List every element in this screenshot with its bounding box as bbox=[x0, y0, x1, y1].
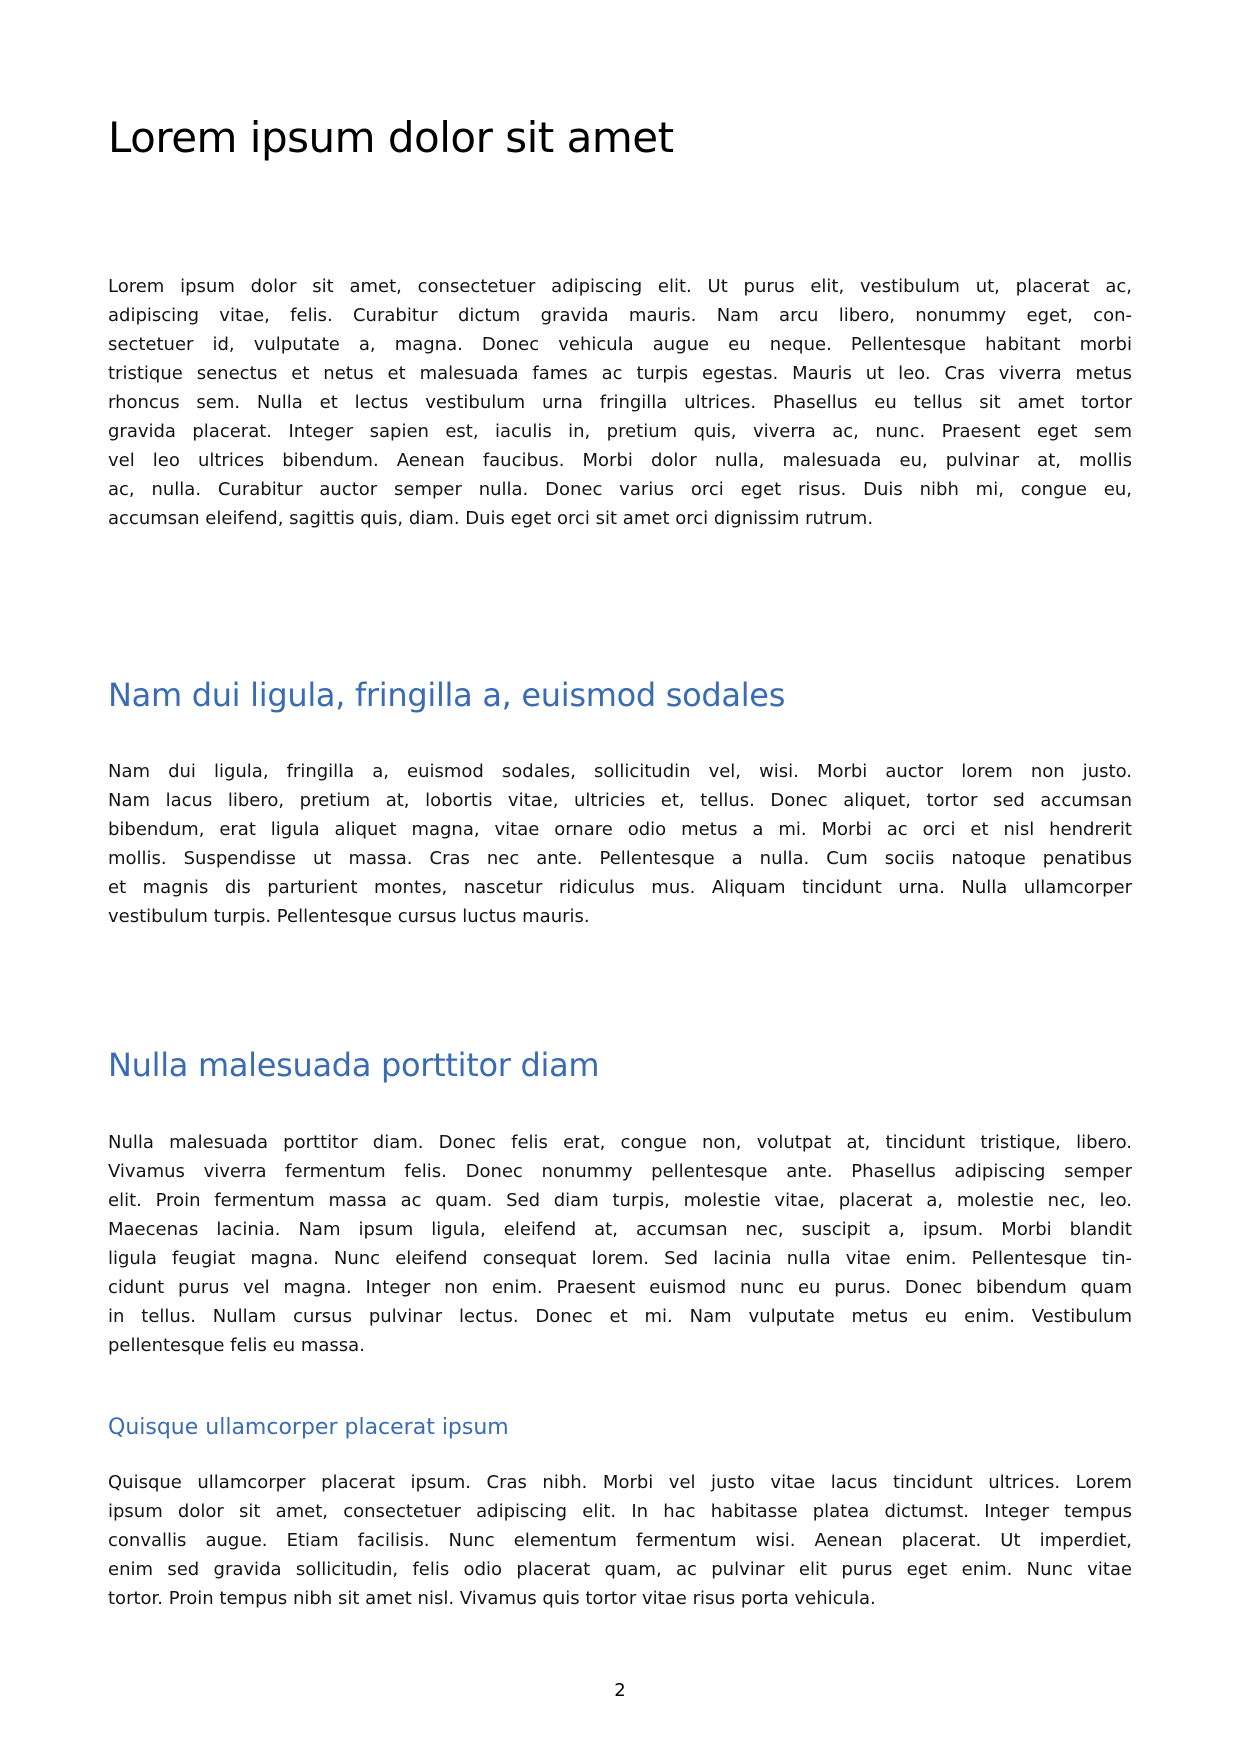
text-line: mollis. Suspendisse ut massa. Cras nec ante. Pellentesque a nulla. Cum sociis natoque penatibus bbox=[108, 848, 1132, 869]
text-line: Quisque ullamcorper placerat ipsum. Cras nibh. Morbi vel justo vitae lacus tincidunt ultrices. Lorem bbox=[108, 1472, 1132, 1493]
subsection-paragraph bbox=[108, 1468, 1132, 1613]
text-line: Nam lacus libero, pretium at, lobortis vitae, ultricies et, tellus. Donec aliquet, tortor sed accumsan bbox=[108, 790, 1132, 811]
text-line: enim sed gravida sollicitudin, felis odio placerat quam, ac pulvinar elit purus eget enim. Nunc vitae bbox=[108, 1559, 1132, 1580]
text-line: accumsan eleifend, sagittis quis, diam. Duis eget orci sit amet orci dignissim rutrum. bbox=[108, 508, 874, 529]
text-line: tortor. Proin tempus nibh sit amet nisl. Vivamus quis tortor vitae risus porta vehicula. bbox=[108, 1588, 876, 1609]
text-line: Nulla malesuada porttitor diam. Donec felis erat, congue non, volutpat at, tincidunt tristique, libero. bbox=[108, 1132, 1132, 1153]
text-line: adipiscing vitae, felis. Curabitur dictum gravida mauris. Nam arcu libero, nonummy eget, con- bbox=[108, 305, 1132, 326]
section-heading-1: Nam dui ligula, fringilla a, euismod sodales bbox=[108, 676, 786, 714]
section-1-paragraph bbox=[108, 757, 1132, 931]
text-line: ipsum dolor sit amet, consectetuer adipiscing elit. In hac habitasse platea dictumst. Integer tempus bbox=[108, 1501, 1132, 1522]
text-line: gravida placerat. Integer sapien est, iaculis in, pretium quis, viverra ac, nunc. Praesent eget sem bbox=[108, 421, 1132, 442]
text-line: ligula feugiat magna. Nunc eleifend consequat lorem. Sed lacinia nulla vitae enim. Pellentesque tin- bbox=[108, 1248, 1132, 1269]
text-line: Nam dui ligula, fringilla a, euismod sodales, sollicitudin vel, wisi. Morbi auctor lorem non justo. bbox=[108, 761, 1132, 782]
text-line: pellentesque felis eu massa. bbox=[108, 1335, 365, 1356]
text-line: convallis augue. Etiam facilisis. Nunc elementum fermentum wisi. Aenean placerat. Ut imperdiet, bbox=[108, 1530, 1132, 1551]
text-line: in tellus. Nullam cursus pulvinar lectus. Donec et mi. Nam vulputate metus eu enim. Vestibulum bbox=[108, 1306, 1132, 1327]
subsection-heading: Quisque ullamcorper placerat ipsum bbox=[108, 1415, 509, 1440]
text-line: sectetuer id, vulputate a, magna. Donec vehicula augue eu neque. Pellentesque habitant morbi bbox=[108, 334, 1132, 355]
text-line: tristique senectus et netus et malesuada fames ac turpis egestas. Mauris ut leo. Cras viverra metus bbox=[108, 363, 1132, 384]
text-line: et magnis dis parturient montes, nascetur ridiculus mus. Aliquam tincidunt urna. Nulla ullamcorper bbox=[108, 877, 1132, 898]
text-line: Lorem ipsum dolor sit amet, consectetuer adipiscing elit. Ut purus elit, vestibulum ut, placerat ac, bbox=[108, 276, 1132, 297]
text-line: Vivamus viverra fermentum felis. Donec nonummy pellentesque ante. Phasellus adipiscing semper bbox=[108, 1161, 1132, 1182]
text-line: cidunt purus vel magna. Integer non enim. Praesent euismod nunc eu purus. Donec bibendum quam bbox=[108, 1277, 1132, 1298]
intro-paragraph bbox=[108, 272, 1132, 533]
text-line: Maecenas lacinia. Nam ipsum ligula, eleifend at, accumsan nec, suscipit a, ipsum. Morbi blandit bbox=[108, 1219, 1132, 1240]
text-line: vel leo ultrices bibendum. Aenean faucibus. Morbi dolor nulla, malesuada eu, pulvinar at, mollis bbox=[108, 450, 1132, 471]
text-line: vestibulum turpis. Pellentesque cursus luctus mauris. bbox=[108, 906, 590, 927]
text-line: elit. Proin fermentum massa ac quam. Sed diam turpis, molestie vitae, placerat a, molestie nec, leo. bbox=[108, 1190, 1132, 1211]
section-2-paragraph bbox=[108, 1128, 1132, 1360]
text-line: ac, nulla. Curabitur auctor semper nulla. Donec varius orci eget risus. Duis nibh mi, congue eu, bbox=[108, 479, 1132, 500]
text-line: rhoncus sem. Nulla et lectus vestibulum urna fringilla ultrices. Phasellus eu tellus sit amet tortor bbox=[108, 392, 1132, 413]
document-title: Lorem ipsum dolor sit amet bbox=[108, 113, 674, 162]
text-line: bibendum, erat ligula aliquet magna, vitae ornare odio metus a mi. Morbi ac orci et nisl hendrerit bbox=[108, 819, 1132, 840]
page-number: 2 bbox=[614, 1680, 626, 1701]
section-heading-2: Nulla malesuada porttitor diam bbox=[108, 1046, 600, 1084]
